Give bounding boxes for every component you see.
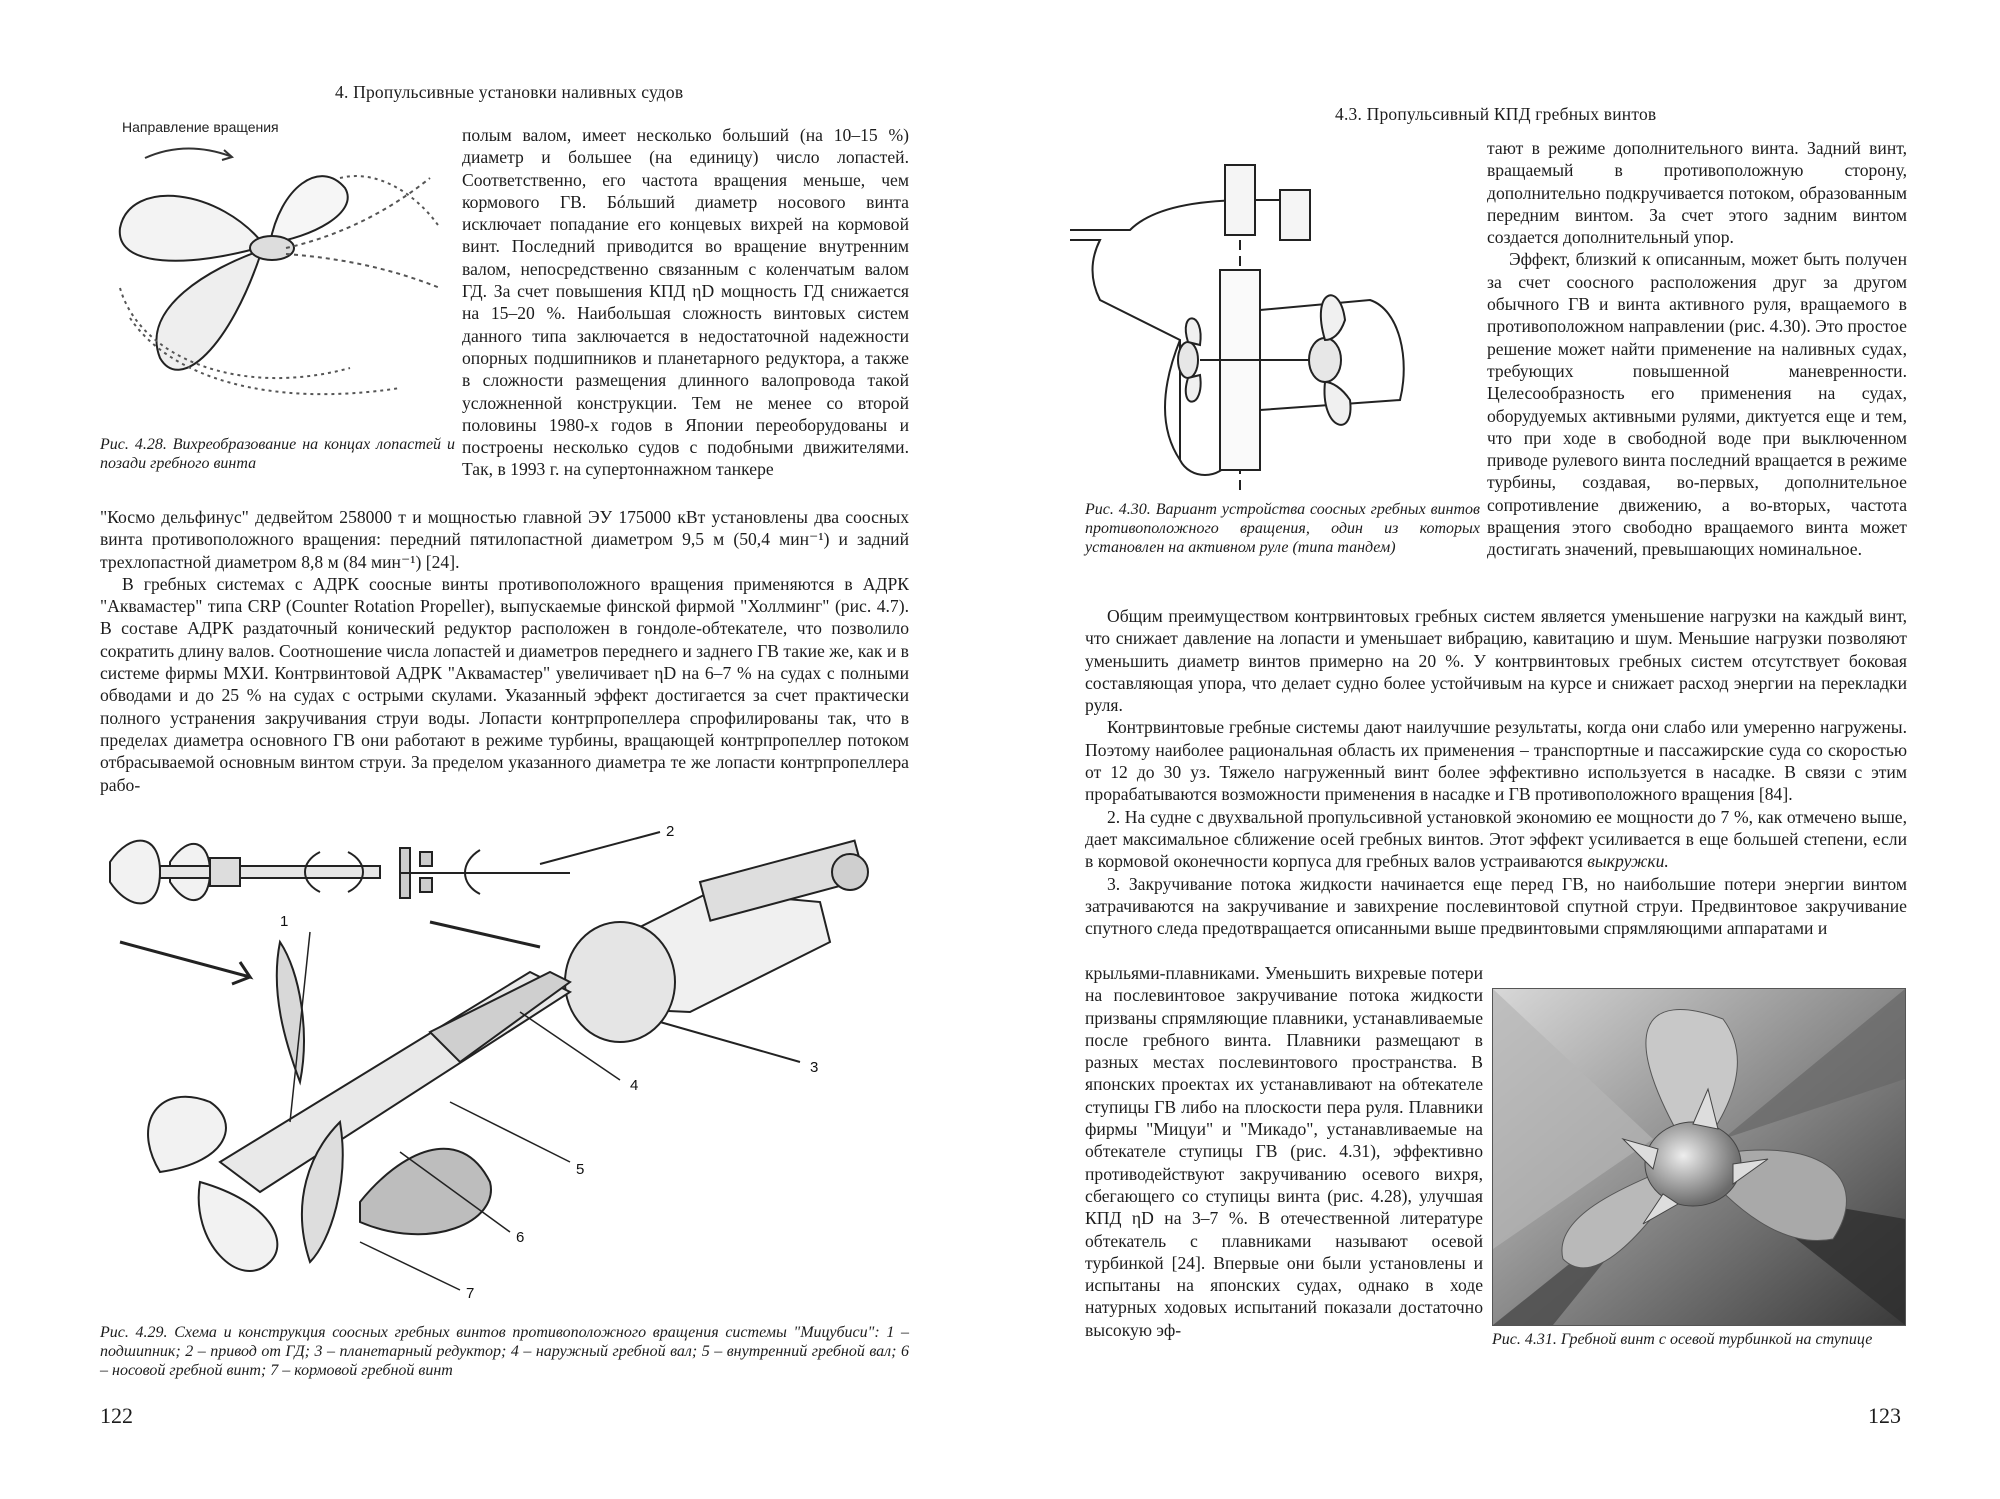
propeller-with-turbine-photo — [1493, 989, 1905, 1325]
paragraph-twin-shaft-italic: выкружки. — [1587, 851, 1669, 872]
paragraph-twin-shaft-text: 2. На судне с двухвальной пропульсивной установкой экономию ее мощности до 7 %, как отмечено выше, дает максимальное сближение осей гребных винтов. Этот эффект усиливается в еще большей степени, если в кормовой оконечности корпуса для гребных валов устраиваются — [1085, 806, 1907, 872]
figure-4-30 — [1070, 160, 1470, 490]
paragraph-advantages: Общим преимуществом контрвинтовых гребных систем является уменьшение нагрузки на каждый винт, что снижает давление на лопасти и уменьшает вибрацию, кавитацию и шум. Меньшие нагрузки позволяют уменьшить диаметр винтов примерно на 20 %. У контрвинтовых гребных систем отсутствует боковая составляющая упора, что делает судно более устойчивым на курсе и снижает расход энергии на перекладки руля. — [1085, 606, 1907, 716]
right-page — [1000, 0, 2000, 1499]
label-7: 7 — [466, 1285, 475, 1302]
body-text-column — [462, 124, 909, 481]
paragraph-best-results: Контрвинтовые гребные системы дают наилучшие результаты, когда они слабо или умеренно нагружены. Поэтому наиболее рациональная область их применения – транспортные и пассажирские суда со скоростью от 12 до 30 уз. Тяжело нагруженный винт более эффективно используется в насадке. В связи с этим прорабатываются возможности применения в насадке и ГВ противоположного вращения [84]. — [1085, 717, 1907, 805]
label-6: 6 — [516, 1229, 525, 1246]
body-text-full — [100, 506, 909, 796]
label-3: 3 — [810, 1059, 819, 1076]
figure-4-29 — [100, 822, 920, 1322]
body-text-column-bottom — [1085, 962, 1483, 1341]
paragraph-flow-swirl: 3. Закручивание потока жидкости начинается еще перед ГВ, но наибольшие потери энергии винтом затрачиваются на закручивание и завихрение послевинтовой спутной струи. Предвинтовое закручивание спутного следа предотвращается описанными выше предвинтовыми спрямляющими аппаратами и — [1085, 873, 1907, 939]
paragraph-continued: тают в режиме дополнительного винта. Задний винт, вращаемый в противоположную сторону, дополнительно подкручивается потоком, образованным передним винтом. За счет этого задним винтом создается дополнительный упор. — [1487, 138, 1907, 248]
figure-4-29-caption: Рис. 4.29. Схема и конструкция соосных гребных винтов противоположного вращения системы "Мицубиси": 1 – подшипник; 2 – привод от ГД; 3 – планетарный редуктор; 4 – наружный гребной вал; 5 – внутренний гребной вал; 6 – носовой гребной винт; 7 – кормовой гребной винт — [100, 1324, 909, 1379]
figure-4-31-photo — [1492, 988, 1906, 1326]
figure-4-28-caption: Рис. 4.28. Вихреобразование на концах лопастей и позади гребного винта — [100, 436, 455, 472]
rotation-direction-label: Направление вращения — [122, 119, 279, 135]
page-number: 122 — [100, 1403, 133, 1428]
label-2: 2 — [666, 823, 675, 840]
paragraph-kosmo-delfinus: "Космо дельфинус" дедвейтом 258000 т и мощностью главной ЭУ 175000 кВт установлены два соосных винта противоположного вращения: передний пятилопастной диаметром 9,5 м (50,4 мин⁻¹) и задний трехлопастной диаметром 8,8 м (84 мин⁻¹) [24]. — [100, 507, 909, 572]
tandem-rudder-propeller-drawing — [1070, 160, 1470, 490]
paragraph-fins: крыльями-плавниками. Уменьшить вихревые потери на послевинтовое закручивание потока жидкости призваны спрямляющие плавники, устанавливаемые после гребного винта. Плавники размещают в разных местах послевинтового пространства. В японских проектах их устанавливают на обтекателе ступицы ГВ либо на плоскости пера руля. Плавники фирмы "Мицуи" и "Микадо", устанавливаемые на обтекателе ступицы ГВ (рис. 4.31), эффективно противодействуют закручиванию осевого вихря, сбегающего со ступицы винта (рис. 4.28), улучшая КПД ηD на 3–7 %. В отечественной литературе обтекатель с плавниками называют осевой турбинкой [24]. Впервые они были установлены и испытаны на японских судах, однако в ходе натурных ходовых испытаний показали достаточно высокую эф- — [1085, 963, 1483, 1340]
body-text-full — [1085, 605, 1907, 939]
paragraph-adrk-aquamaster: В гребных системах с АДРК соосные винты противоположного вращения применяются в АДРК "Аквамастер" типа CRP (Counter Rotation Propeller), выпускаемые финской фирмой "Холлминг" (рис. 4.7). В составе АДРК раздаточный конический редуктор расположен в гондоле-обтекателе, что позволило сократить длину валов. Соотношение числа лопастей и диаметров переднего и заднего ГВ такие же, как и в системе фирмы МХИ. Контрвинтовой АДРК "Аквамастер" увеличивает ηD на 6–7 % на судах с полными обводами и до 25 % на судах с острыми скулами. Указанный эффект достигается за счет практически полного устранения закручивания струи воды. Лопасти контрпропеллера спрофилированы так, что в пределах диаметра основного ГВ они работают в режиме турбины, вращающей контрпропеллер потоком отбрасываемой основным винтом струи. За пределом указанного диаметра те же лопасти контрпропеллера рабо- — [100, 573, 909, 795]
figure-4-28 — [100, 118, 460, 418]
figure-4-31-caption: Рис. 4.31. Гребной винт с осевой турбинкой на ступице — [1492, 1331, 1873, 1348]
page-number: 123 — [1868, 1403, 1901, 1428]
coaxial-propeller-schematic — [100, 822, 920, 1322]
body-text-column-top — [1487, 137, 1907, 561]
paragraph-tandem-effect: Эффект, близкий к описанным, может быть получен за счет соосного расположения друг за другом обычного ГВ и винта активного руля, вращаемого в противоположном направлении (рис. 4.30). Это простое решение может найти применение на наливных судах, требующих повышенной маневренности. Целесообразность его применения на судах, оборудуемых активными рулями, диктуется еще и тем, что при ходе в свободной воде при выключенном приводе рулевого винта последний вращается в режиме турбины, создавая, во-первых, дополнительное сопротивление движению, а во-вторых, частота вращения этого свободно вращаемого винта может достигать значений, превышающих номинальное. — [1487, 249, 1907, 560]
label-1: 1 — [280, 913, 289, 930]
figure-4-30-caption: Рис. 4.30. Вариант устройства соосных гребных винтов противоположного вращения, один из которых установлен на активном руле (типа тандем) — [1085, 501, 1480, 556]
running-header: 4. Пропульсивные установки наливных судов — [335, 82, 684, 102]
label-4: 4 — [630, 1077, 639, 1094]
paragraph-continued: полым валом, имеет несколько больший (на 10–15 %) диаметр и большее (на единицу) число лопастей. Соответственно, его частота вращения меньше, чем кормового ГВ. Бóльший диаметр носового винта исключает попадание его концевых вихрей на кормовой винт. Последний приводится во вращение внутренним валом, непосредственно связанным с коленчатым валом ГД. За счет повышения КПД ηD мощность ГД снижается на 15–20 %. Наибольшая сложность винтовых систем данного типа заключается в недостаточной надежности опорных подшипников и планетарного редуктора, а также в сложности размещения длинного валопровода такой усложненной конструкции. Тем не менее со второй половины 1980-х годов в Японии переоборудованы и построены несколько судов с подобными движителями. Так, в 1993 г. на супертоннажном танкере — [462, 125, 909, 480]
label-5: 5 — [576, 1161, 585, 1178]
paragraph-twin-shaft — [1085, 806, 1907, 873]
vortex-propeller-illustration — [100, 118, 460, 418]
running-header: 4.3. Пропульсивный КПД гребных винтов — [1335, 104, 1657, 124]
